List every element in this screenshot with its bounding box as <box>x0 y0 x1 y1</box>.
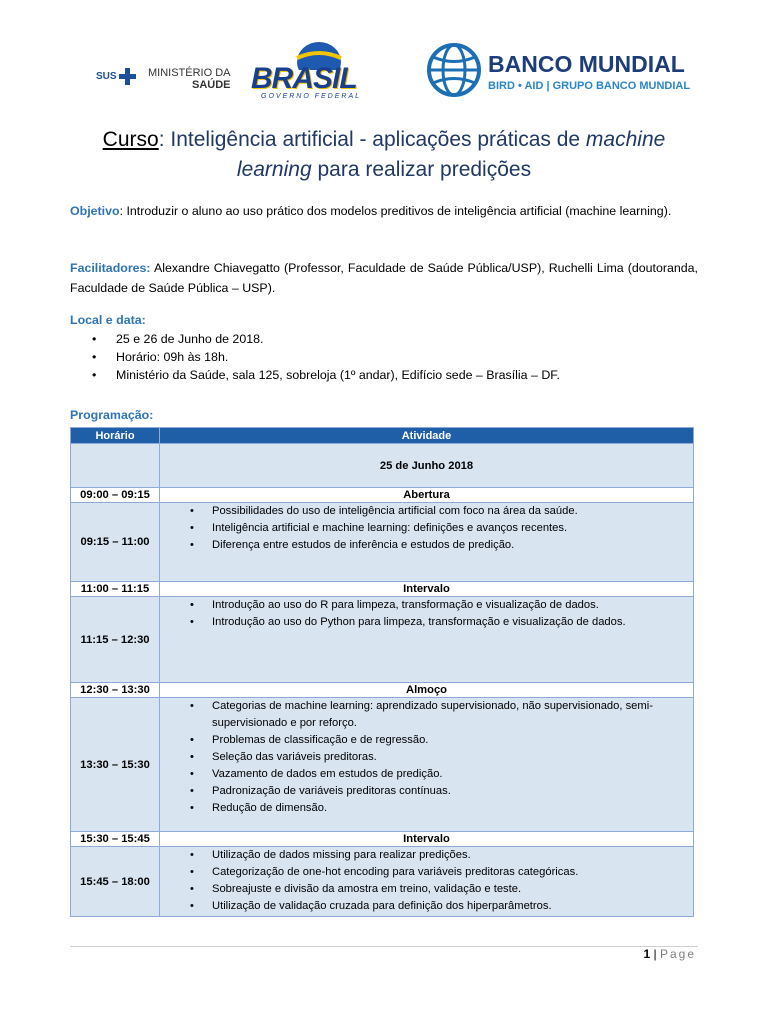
time-cell: 12:30 – 13:30 <box>71 683 160 698</box>
local-data-list <box>70 330 698 384</box>
activity-title: Intervalo <box>160 832 694 847</box>
activity-title: Abertura <box>160 488 694 503</box>
sus-label: SUS <box>96 71 117 82</box>
facilitadores-paragraph <box>70 258 698 298</box>
table-row <box>71 847 694 917</box>
time-cell: 09:00 – 09:15 <box>71 488 160 503</box>
objetivo-label: Objetivo <box>70 204 120 218</box>
ministerio-line2: SAÚDE <box>192 79 231 91</box>
list-item: • Categorização de one-hot encoding para variáveis preditoras categóricas. <box>160 864 693 881</box>
title-prefix: Curso <box>102 128 159 151</box>
table-row <box>71 832 694 847</box>
list-item: • Vazamento de dados em estudos de predição. <box>160 766 693 783</box>
column-header-time: Horário <box>71 428 160 444</box>
list-item: • Utilização de dados missing para realizar predições. <box>160 847 693 864</box>
banco-mundial-subtitle: BIRD • AID | GRUPO BANCO MUNDIAL <box>488 80 691 92</box>
table-row <box>71 683 694 698</box>
time-cell: 13:30 – 15:30 <box>71 698 160 832</box>
local-data-heading: Local e data: <box>70 313 146 327</box>
activity-cell <box>160 503 694 582</box>
ministerio-line1: MINISTÉRIO DA <box>148 67 231 79</box>
activity-cell <box>160 698 694 832</box>
list-item: • Inteligência artificial e machine learning: definições e avanços recentes. <box>160 520 693 537</box>
list-item: • Possibilidades do uso de inteligência artificial com foco na área da saúde. <box>160 503 693 520</box>
activity-title: Almoço <box>160 683 694 698</box>
facilitadores-label: Facilitadores: <box>70 261 151 275</box>
programacao-heading: Programação: <box>70 408 154 422</box>
title-italic1: machine <box>585 128 666 151</box>
time-cell: 11:15 – 12:30 <box>71 597 160 683</box>
time-cell: 15:45 – 18:00 <box>71 847 160 917</box>
title-part1: : Inteligência artificial - aplicações práticas de <box>158 128 586 151</box>
schedule-date: 25 de Junho 2018 <box>160 444 694 488</box>
table-row <box>71 698 694 832</box>
course-title <box>70 125 698 185</box>
ministerio-saude-logo <box>148 67 231 91</box>
world-bank-globe-icon <box>426 42 482 98</box>
time-cell: 11:00 – 11:15 <box>71 582 160 597</box>
table-row <box>71 488 694 503</box>
brasil-wordmark: BRASIL <box>251 62 357 95</box>
governo-federal-label: GOVERNO FEDERAL <box>261 93 362 100</box>
list-item: • Sobreajuste e divisão da amostra em treino, validação e teste. <box>160 881 693 898</box>
table-header-row <box>71 428 694 444</box>
page-footer <box>643 947 696 961</box>
page-number: 1 <box>643 947 651 961</box>
table-cell <box>71 444 160 488</box>
list-item: • Utilização de validação cruzada para definição dos hiperparâmetros. <box>160 898 693 915</box>
brasil-governo-federal-logo <box>251 40 381 100</box>
activity-title: Intervalo <box>160 582 694 597</box>
list-item: • Problemas de classificação e de regressão. <box>160 732 693 749</box>
list-item: • Redução de dimensão. <box>160 800 693 817</box>
list-item: • Padronização de variáveis preditoras contínuas. <box>160 783 693 800</box>
objetivo-paragraph <box>70 201 698 221</box>
table-row <box>71 444 694 488</box>
footer-separator: | <box>650 947 660 961</box>
title-italic2: learning <box>236 158 312 181</box>
list-item: • Diferença entre estudos de inferência e estudos de predição. <box>160 537 693 554</box>
sus-logo <box>96 68 136 85</box>
header-logos <box>96 40 696 106</box>
list-item: • Horário: 09h às 18h. <box>70 348 698 366</box>
list-item: • Seleção das variáveis preditoras. <box>160 749 693 766</box>
table-row <box>71 582 694 597</box>
footer-divider <box>70 946 698 947</box>
schedule-table <box>70 427 694 917</box>
activity-cell <box>160 597 694 683</box>
page-label: Page <box>659 947 696 961</box>
activity-cell <box>160 847 694 917</box>
column-header-activity: Atividade <box>160 428 694 444</box>
objetivo-text: : Introduzir o aluno ao uso prático dos modelos preditivos de inteligência artificial (machine learning). <box>119 204 672 218</box>
cross-icon <box>119 68 136 85</box>
table-row <box>71 503 694 582</box>
list-item: • Introdução ao uso do R para limpeza, transformação e visualização de dados. <box>160 597 693 614</box>
list-item: • 25 e 26 de Junho de 2018. <box>70 330 698 348</box>
table-row <box>71 597 694 683</box>
banco-mundial-title: BANCO MUNDIAL <box>488 51 685 77</box>
facilitadores-text: Alexandre Chiavegatto (Professor, Faculdade de Saúde Pública/USP), Ruchelli Lima (doutoranda, Faculdade de Saúde Pública – USP). <box>70 261 698 295</box>
list-item: • Categorias de machine learning: aprendizado supervisionado, não supervisionado, semi-supervisionado e por reforço. <box>160 698 693 732</box>
time-cell: 15:30 – 15:45 <box>71 832 160 847</box>
time-cell: 09:15 – 11:00 <box>71 503 160 582</box>
list-item: • Ministério da Saúde, sala 125, sobreloja (1º andar), Edifício sede – Brasília – DF. <box>70 366 698 384</box>
title-part2: para realizar predições <box>311 158 532 181</box>
list-item: • Introdução ao uso do Python para limpeza, transformação e visualização de dados. <box>160 614 693 631</box>
